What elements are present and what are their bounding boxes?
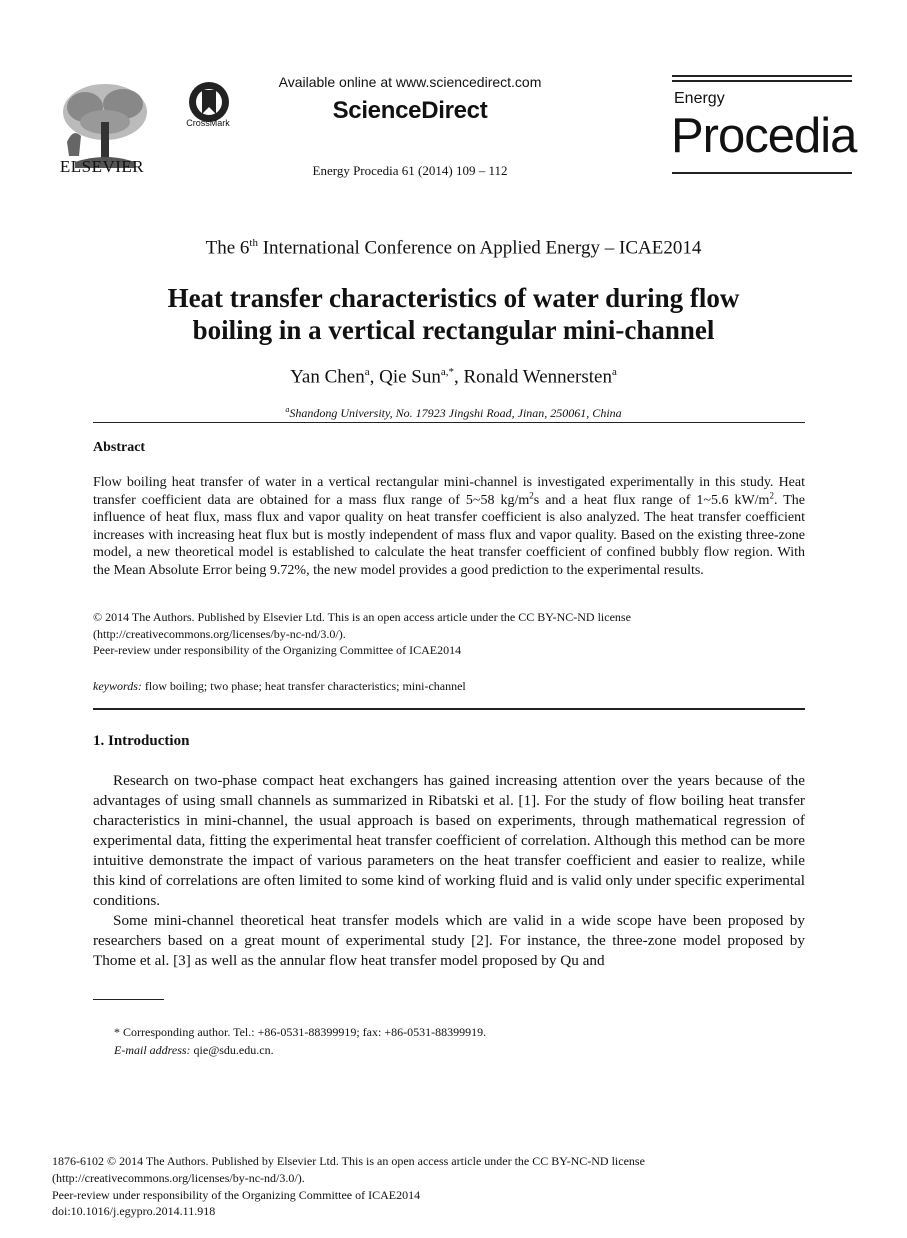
section-heading-introduction: 1. Introduction xyxy=(93,733,190,749)
title-line-2: boiling in a vertical rectangular mini-channel xyxy=(192,315,715,345)
divider xyxy=(93,422,805,423)
peer-review-line: Peer-review under responsibility of the Organizing Committee of ICAE2014 xyxy=(52,1187,421,1202)
corresponding-author: * Corresponding author. Tel.: +86-0531-88399919; fax: +86-0531-88399919. xyxy=(114,1025,487,1039)
introduction-text xyxy=(93,771,805,971)
author-name[interactable]: Yan Chen xyxy=(290,366,365,388)
publisher-name: ELSEVIER xyxy=(59,157,145,176)
author-name[interactable]: Ronald Wennersten xyxy=(463,366,612,388)
author-list: Yan Chen$^a$, Qie Sun$^{a,*}$, Ronald Wennersten$^a$ xyxy=(290,366,617,388)
copyright-block xyxy=(93,609,805,659)
footnote xyxy=(114,1023,804,1059)
journal-reference: Energy Procedia 61 (2014) 109 – 112 xyxy=(312,163,508,178)
journal-logo-underline xyxy=(672,172,852,174)
license-link[interactable]: (http://creativecommons.org/licenses/by-nc-nd/3.0/). xyxy=(93,626,346,641)
email-line: E-mail address: qie@sdu.edu.cn. xyxy=(114,1043,274,1057)
journal-logo-word-energy: Energy xyxy=(674,90,725,107)
abstract-heading: Abstract xyxy=(93,440,146,455)
paragraph: Some mini-channel theoretical heat transfer models which are valid in a wide scope have been proposed by researchers based on a great mount of experimental study [2]. For instance, the three-zone model proposed by Thome et al. [3] as well as the annular flow heat transfer model proposed by Qu and xyxy=(93,912,805,969)
conference-name: The 6th International Conference on Applied Energy – ICAE2014 xyxy=(205,237,702,259)
journal-logo-lines xyxy=(672,75,852,85)
paper-title xyxy=(80,282,827,346)
email-link[interactable]: qie@sdu.edu.cn. xyxy=(190,1043,274,1057)
license-link[interactable]: (http://creativecommons.org/licenses/by-nc-nd/3.0/). xyxy=(52,1170,305,1185)
crossmark-label: CrossMark xyxy=(186,118,230,128)
bottom-notice xyxy=(52,1153,852,1220)
paragraph: Research on two-phase compact heat exchangers has gained increasing attention over the years because of the advantages of using small channels as summarized in Ribatski et al. [1]. For the study of flow boiling heat transfer characteristics in mini-channel, the usual approach is based on experiments, through mathematical regression of experimental data, fitting the experimental heat transfer coefficient of correlation. Although this method can be more intuitive demonstrate the impact of various parameters on the heat transfer coefficient and easier to realize, while this kind of correlations are often limited to some kind of working fluid and is valid only under specific experimental conditions. xyxy=(93,772,805,909)
doi-link[interactable]: doi:10.1016/j.egypro.2014.11.918 xyxy=(52,1204,216,1219)
title-line-1: Heat transfer characteristics of water during flow xyxy=(167,283,740,313)
abstract-text: Flow boiling heat transfer of water in a vertical rectangular mini-channel is investigated experimentally in this study. Heat transfer coefficient data are obtained for a mass flux range of 5~58 $kg/m^2s$ and a heat flux range of 1~5.6 $kW/m^2$. The influence of heat flux, mass flux and vapor quality on heat transfer coefficient is also analyzed. The heat transfer coefficient increases with increasing heat flux but is mostly independent of mass flux and vapor quality. Based on the existing three-zone model, a new theoretical model is established to calculate the heat transfer coefficient of confined bubbly flow region. With the Mean Absolute Error being 9.72%, the new model provides a good prediction to the experimental results. xyxy=(93,475,805,578)
peer-review-line: Peer-review under responsibility of the Organizing Committee of ICAE2014 xyxy=(93,643,462,657)
author-name[interactable]: Qie Sun xyxy=(379,366,441,388)
available-online-text[interactable]: Available online at www.sciencedirect.com xyxy=(278,74,542,90)
copyright-line: © 2014 The Authors. Published by Elsevier Ltd. This is an open access article under the CC BY-NC-ND license xyxy=(93,610,631,624)
affiliation: $^a$Shandong University, No. 17923 Jingshi Road, Jinan, 250061, China xyxy=(285,405,622,420)
issn-copyright: 1876-6102 © 2014 The Authors. Published by Elsevier Ltd. This is an open access article under the CC BY-NC-ND license xyxy=(52,1154,645,1168)
divider xyxy=(93,708,805,710)
footnote-divider xyxy=(93,999,164,1000)
journal-logo-word-procedia: Procedia xyxy=(671,109,857,163)
keywords: keywords: flow boiling; two phase; heat transfer characteristics; mini-channel xyxy=(93,679,466,693)
sciencedirect-logo[interactable]: ScienceDirect xyxy=(332,97,488,124)
